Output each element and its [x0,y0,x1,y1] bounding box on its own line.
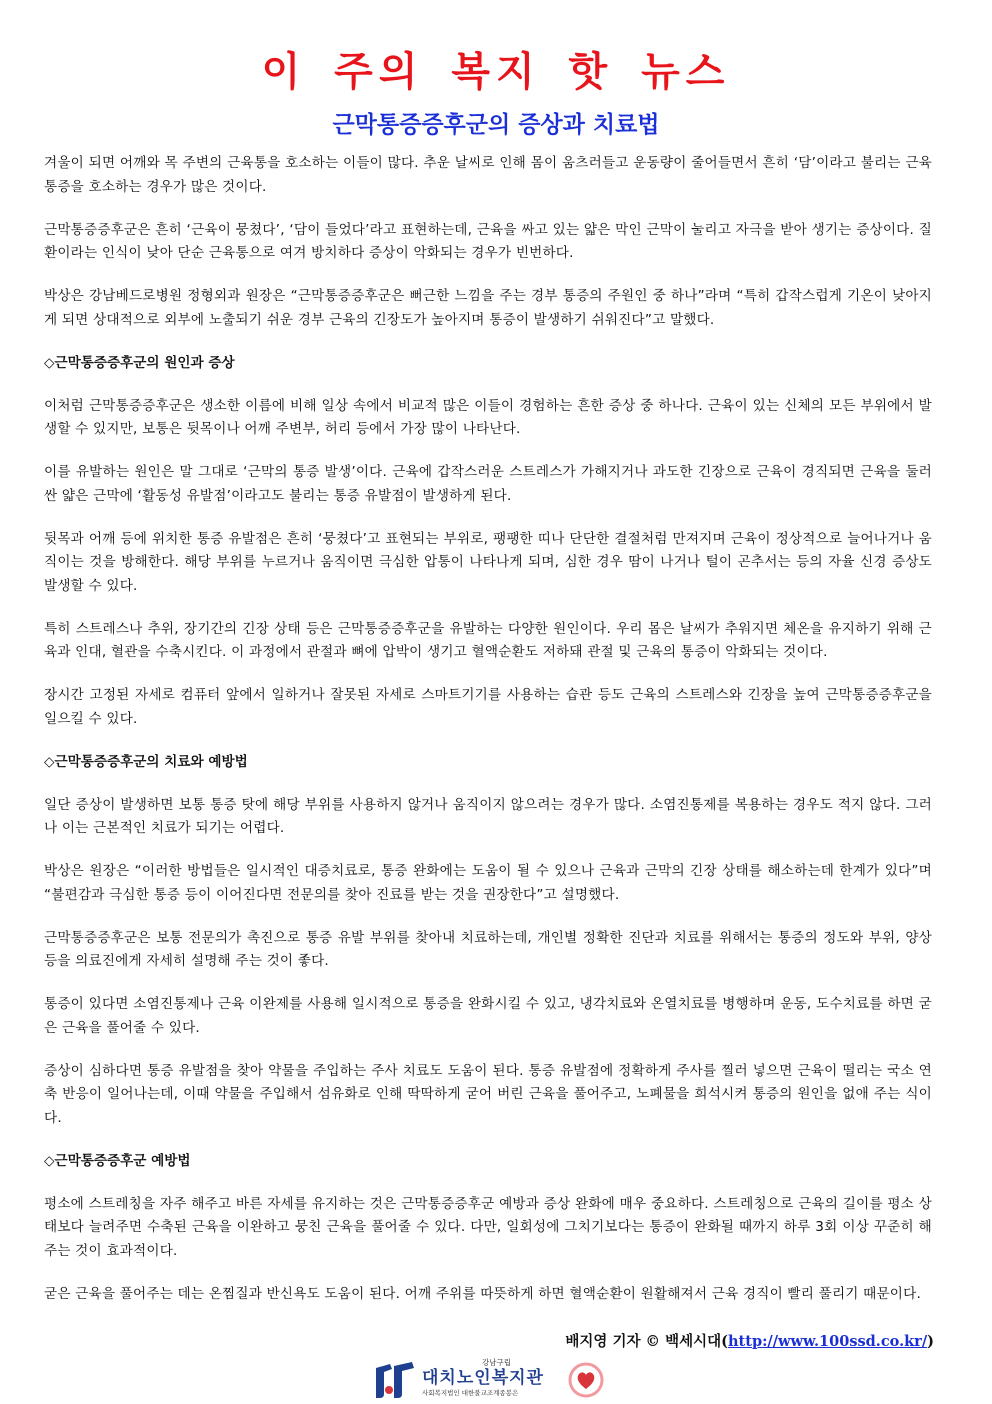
institution-logo [372,1358,612,1402]
article-paragraph: 증상이 심하다면 통증 유발점을 찾아 약물을 주입하는 주사 치료도 도움이 된다. 통증 유발점에 정확하게 주사를 찔러 넣으면 근육이 떨리는 국소 연축 반응이 일어나는데, 이때 약물을 주입해서 섬유화로 인해 딱딱하게 굳어 버린 근육을 풀어주고, 노폐물을 희석시켜 통증의 원인을 없애 주는 식이다. [44,1062,932,1126]
section-heading-treatment: ◇근막통증증후군의 치료와 예방법 [44,753,248,770]
article-title: 근막통증증후군의 증상과 치료법 [332,112,660,138]
logo-text [422,1358,572,1398]
article-paragraph: 겨울이 되면 어깨와 목 주변의 근육통을 호소하는 이들이 많다. 추운 날씨로 인해 몸이 움츠러들고 운동량이 줄어들면서 흔히 ‘담’이라고 불리는 근육 통증을 호소하는 경우가 많은 것이다. [44,155,932,195]
section-heading-causes: ◇근막통증증후군의 원인과 증상 [44,354,235,371]
article-paragraph: 특히 스트레스나 추위, 장기간의 긴장 상태 등은 근막통증증후군을 유발하는 다양한 원인이다. 우리 몸은 날씨가 추워지면 체온을 유지하기 위해 근육과 인대, 혈관을 수축시킨다. 이 과정에서 관절과 뼈에 압박이 생기고 혈액순환도 저하돼 관절 및 근육의 통증이 악화되는 것이다. [44,620,932,660]
article-paragraph: 뒷목과 어깨 등에 위치한 통증 유발점은 흔히 ‘뭉쳤다’고 표현되는 부위로, 팽팽한 띠나 단단한 결절처럼 만져지며 근육이 정상적으로 늘어나거나 움직이는 것을 방해한다. 해당 부위를 누르거나 움직이면 극심한 압통이 나타나게 되며, 심한 경우 땀이 나거나 털이 곤추서는 등의 자율 신경 증상도 발생할 수 있다. [44,530,932,594]
byline-close: ) [927,1333,934,1350]
article-paragraph: 이처럼 근막통증증후군은 생소한 이름에 비해 일상 속에서 비교적 많은 이들이 경험하는 흔한 증상 중 하나다. 근육이 있는 신체의 모든 부위에서 발생할 수 있지만, 보통은 뒷목이나 어깨 주변부, 허리 등에서 가장 많이 나타난다. [44,397,932,437]
byline [565,1330,934,1351]
logo-district: 강남구립 [482,1358,511,1367]
article-paragraph: 박상은 강남베드로병원 정형외과 원장은 “근막통증증후군은 뻐근한 느낌을 주는 경부 통증의 주원인 중 하나”라며 “특히 갑작스럽게 기온이 낮아지게 되면 상대적으로 외부에 노출되기 쉬운 경부 근육의 긴장도가 높아지며 통증이 발생하기 쉬워진다”고 말했다. [44,288,932,328]
article-paragraph: 굳은 근육을 풀어주는 데는 온찜질과 반신욕도 도움이 된다. 어깨 주위를 따뜻하게 하면 혈액순환이 원활해져서 근육 경직이 빨리 풀리기 때문이다. [44,1285,921,1302]
heart-hands-icon [568,1362,604,1402]
logo-name: 대치노인복지관 [422,1368,544,1388]
article-paragraph: 평소에 스트레칭을 자주 해주고 바른 자세를 유지하는 것은 근막통증증후군 예방과 증상 완화에 매우 중요하다. 스트레칭으로 근육의 길이를 평소 상태보다 늘려주면 수축된 근육을 이완하고 뭉친 근육을 풀어줄 수 있다. 다만, 일회성에 그치기보다는 통증이 완화될 때까지 하루 3회 이상 꾸준히 해주는 것이 효과적이다. [44,1195,932,1259]
article-paragraph: 박상은 원장은 “이러한 방법들은 일시적인 대증치료로, 통증 완화에는 도움이 될 수 있으나 근육과 근막의 긴장 상태를 해소하는데 한계가 있다”며 “불편감과 극심한 통증 등이 이어진다면 전문의를 찾아 진료를 받는 것을 권장한다”고 설명했다. [44,863,932,903]
article-paragraph: 근막통증증후군은 흔히 ‘근육이 뭉쳤다’, ‘담이 들었다’라고 표현하는데, 근육을 싸고 있는 얇은 막인 근막이 눌리고 자극을 받아 생기는 증상이다. 질환이라는 인식이 낮아 단순 근육통으로 여겨 방치하다 증상이 악화되는 경우가 빈번하다. [44,221,932,261]
logo-foot: 사회복지법인 대한불교조계종봉은 [422,1389,519,1397]
page-title: 이 주의 복지 핫 뉴스 [261,49,731,95]
article-paragraph: 일단 증상이 발생하면 보통 통증 탓에 해당 부위를 사용하지 않거나 움직이지 않으려는 경우가 많다. 소염진통제를 복용하는 경우도 적지 않다. 그러나 이는 근본적인 치료가 되기는 어렵다. [44,796,932,836]
article-paragraph: 근막통증증후군은 보통 전문의가 촉진으로 통증 유발 부위를 찾아내 치료하는데, 개인별 정확한 진단과 치료를 위해서는 통증의 정도와 부위, 양상 등을 의료진에게 자세히 설명해 주는 것이 좋다. [44,929,932,969]
source-link[interactable]: http://www.100ssd.co.kr/ [728,1333,928,1350]
byline-author: 배지영 기자 © 백세시대( [565,1333,728,1350]
welfare-center-mark-icon [372,1360,416,1404]
article-paragraph: 장시간 고정된 자세로 컴퓨터 앞에서 일하거나 잘못된 자세로 스마트기기를 사용하는 습관 등도 근육의 스트레스와 긴장을 높여 근막통증증후군을 일으킬 수 있다. [44,687,932,727]
article-body [44,152,932,1306]
article-paragraph: 통증이 있다면 소염진통제나 근육 이완제를 사용해 일시적으로 통증을 완화시킬 수 있고, 냉각치료와 온열치료를 병행하며 운동, 도수치료를 하면 굳은 근육을 풀어줄 수 있다. [44,996,932,1036]
section-heading-prevention: ◇근막통증증후군 예방법 [44,1152,191,1169]
article-paragraph: 이를 유발하는 원인은 말 그대로 ‘근막의 통증 발생’이다. 근육에 갑작스러운 스트레스가 가해지거나 과도한 긴장으로 근육이 경직되면 근육을 둘러싼 얇은 근막에 ‘활동성 유발점’이라고도 불리는 통증 유발점이 발생하게 된다. [44,464,932,504]
